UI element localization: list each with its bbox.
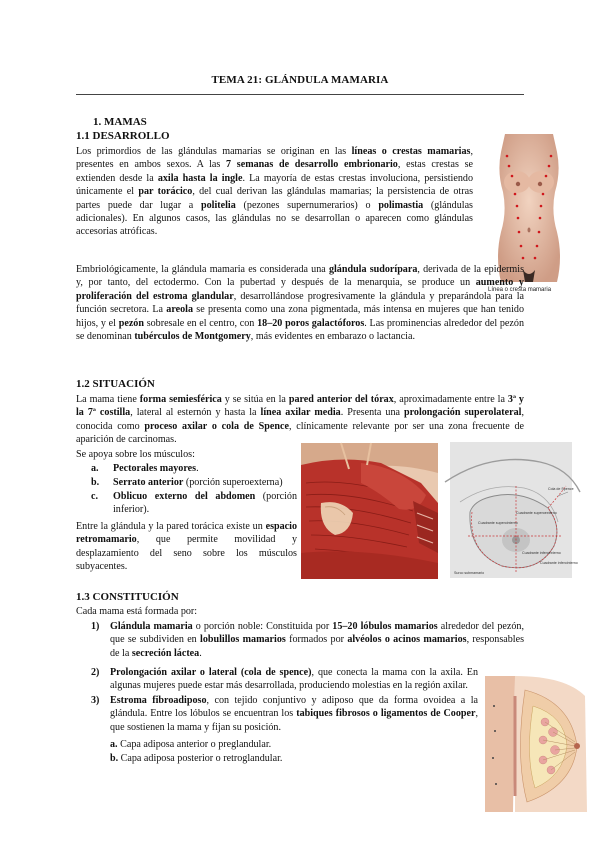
bold-term: Pectorales mayores bbox=[113, 463, 197, 474]
text-run: . La mayoría de estas crestas involuciona, persistiendo únicamente el bbox=[76, 172, 473, 198]
bold-term: alvéolos o acinos mamarios bbox=[347, 634, 467, 646]
text-run: , responsables de la bbox=[110, 634, 525, 659]
bold-term: secreción láctea bbox=[131, 647, 200, 659]
title-divider bbox=[76, 94, 524, 95]
text-run: , que sostienen la mama y fijan su posición. bbox=[110, 708, 478, 733]
text-run: . bbox=[199, 647, 202, 659]
bold-term: aumento y proliferación del estroma glandular bbox=[76, 277, 524, 302]
subsection-heading-desarrollo: 1.1 DESARROLLO bbox=[76, 130, 170, 142]
text-run: formados por bbox=[285, 634, 348, 646]
bold-term: a. bbox=[110, 739, 118, 750]
constitution-item-2 bbox=[91, 666, 478, 694]
breast-quadrants-figure bbox=[450, 442, 578, 578]
text-run: . bbox=[196, 463, 199, 474]
bold-term: proceso axilar o cola de Spence bbox=[144, 420, 289, 432]
bold-term: Serrato anterior bbox=[113, 477, 184, 488]
muscle-marker: a. bbox=[91, 463, 99, 474]
text-run: (porción inferior). bbox=[113, 491, 298, 516]
section-heading-mamas: 1. MAMAS bbox=[93, 116, 147, 128]
bold-term: tabiques fibrosos o ligamentos de Cooper bbox=[296, 708, 476, 720]
bold-term: forma semiesférica bbox=[139, 394, 222, 405]
bold-term: 7 semanas de desarrollo embrionario bbox=[226, 159, 398, 171]
mammary-line-figure bbox=[487, 132, 571, 282]
text-run: , conocida como bbox=[76, 407, 524, 432]
text-run: se presenta como una zona pigmentada, más intensa en mujeres que han tenido hijos, y el bbox=[76, 304, 524, 329]
bold-term: par torácico bbox=[138, 186, 193, 198]
subsection-heading-constitucion: 1.3 CONSTITUCIÓN bbox=[76, 591, 179, 603]
bold-term: 18–20 poros galactóforos bbox=[257, 317, 365, 329]
text-run: , derivada de la epidermis y, por tanto, del ectodermo. Con la pubertad y después de la menarquia, se produce un bbox=[76, 264, 524, 289]
label-inferointerno: Cuadrante inferointerno bbox=[540, 561, 578, 565]
muscle-marker: c. bbox=[91, 491, 99, 502]
muscle-marker: b. bbox=[91, 477, 100, 488]
text-run: , desarrollándose progresivamente la glándula y preparándola para la función secretora. La bbox=[76, 290, 524, 316]
bold-term: axila hasta la ingle bbox=[157, 172, 243, 184]
breast-cross-section-figure bbox=[485, 676, 587, 812]
bold-term: pared anterior del tórax bbox=[288, 394, 394, 405]
item-text bbox=[110, 694, 478, 734]
bold-term: Estroma fibroadiposo bbox=[110, 695, 207, 706]
bold-term: areola bbox=[166, 304, 193, 316]
muscle-text bbox=[113, 476, 297, 489]
text-run: sobresale en el centro, con bbox=[143, 317, 258, 329]
bold-term: espacio retromamario bbox=[76, 521, 297, 546]
muscle-text bbox=[113, 462, 297, 475]
chest-muscles-figure bbox=[301, 443, 438, 579]
constitution-item-3 bbox=[91, 694, 478, 736]
muscle-text bbox=[113, 490, 297, 517]
stroma-subitem-b bbox=[110, 752, 410, 766]
text-run: , clínicamente relevante por ser una zona frecuente de aparición de carcinomas. bbox=[76, 420, 525, 446]
desarrollo-paragraph-1 bbox=[76, 145, 473, 239]
bold-term: 15–20 lóbulos mamarios bbox=[332, 621, 438, 632]
bold-term: politelia bbox=[201, 199, 236, 211]
text-run: (pezones supernumerarios) o bbox=[235, 199, 379, 211]
bold-term: glándula sudorípara bbox=[328, 264, 418, 275]
item-text bbox=[110, 620, 524, 660]
bold-term: líneas o crestas mamarias bbox=[351, 146, 471, 157]
muscles-intro: Se apoya sobre los músculos: bbox=[76, 449, 195, 460]
bold-term: pezón bbox=[118, 317, 144, 329]
bold-term: polimastia bbox=[378, 199, 424, 211]
bold-term: Oblicuo externo del abdomen bbox=[113, 491, 256, 502]
bold-term: tubérculos de Montgomery bbox=[134, 331, 251, 343]
bold-term: línea axilar media bbox=[260, 407, 341, 419]
bold-term: prolongación superolateral bbox=[404, 407, 522, 419]
label-superoexterno: Cuadrante superoexterno bbox=[516, 511, 557, 515]
text-run: Entre la glándula y la pared torácica existe un bbox=[76, 521, 266, 532]
label-inferoexterno: Cuadrante inferoexterno bbox=[522, 551, 561, 555]
bold-term: b. bbox=[110, 753, 119, 764]
item-marker: 2) bbox=[91, 667, 100, 678]
text-run: , estas crestas se extienden desde la bbox=[76, 159, 474, 184]
text-run: , aproximadamente entre la bbox=[393, 394, 508, 405]
text-run: . Presenta una bbox=[340, 407, 404, 419]
muscle-item-1 bbox=[91, 462, 297, 476]
label-surco-submamario: Surco submamario bbox=[454, 571, 485, 575]
text-run: (porción superoexterna) bbox=[183, 477, 283, 488]
text-run: y se sitúa en la bbox=[221, 394, 289, 405]
bold-term: 3ª y la 7ª costilla bbox=[76, 394, 524, 419]
text-run: Capa adiposa posterior o retroglandular. bbox=[118, 753, 283, 764]
text-run: o porción noble: Constituida por bbox=[192, 621, 333, 632]
text-run: . Las prominencias alrededor del pezón se denominan bbox=[76, 317, 524, 343]
text-run: Capa adiposa anterior o preglandular. bbox=[117, 739, 272, 750]
label-superointerno: Cuadrante superointerno bbox=[478, 521, 518, 525]
subsection-heading-situacion: 1.2 SITUACIÓN bbox=[76, 378, 155, 390]
text-run: La mama tiene bbox=[76, 394, 140, 405]
item-marker: 3) bbox=[91, 695, 100, 706]
text-run: , del cual derivan las glándulas mamarias; la persistencia de otras partes puede dar lugar a bbox=[76, 186, 474, 211]
text-run: , con tejido conjuntivo y adiposo que da forma ovoidea a la glándula. Entre los lóbulos se encuentran los bbox=[110, 695, 478, 720]
bold-term: Glándula mamaria bbox=[110, 621, 193, 632]
text-run: , lateral al esternón y hasta la bbox=[130, 407, 261, 419]
desarrollo-paragraph-2 bbox=[76, 263, 524, 343]
constitucion-intro: Cada mama está formada por: bbox=[76, 606, 198, 617]
text-run: , presentes en ambos sexos. A las bbox=[76, 146, 473, 171]
situacion-paragraph-2 bbox=[76, 520, 297, 574]
text-run: , más evidentes en embarazo o lactancia. bbox=[250, 331, 415, 343]
text-run: , que permite movilidad y desplazamiento del seno sobre los músculos subyacentes. bbox=[76, 534, 297, 573]
bold-term: Prolongación axilar o lateral (cola de spence) bbox=[110, 667, 312, 678]
situacion-paragraph-1 bbox=[76, 393, 524, 447]
stroma-subitem-a bbox=[110, 738, 410, 752]
text-run: , que conecta la mama con la axila. En algunas mujeres puede estar más desarrollada, produciendo molestias en la región axilar. bbox=[110, 667, 479, 692]
item-text bbox=[110, 666, 478, 693]
label-cola-spence: Cola de Spence bbox=[548, 487, 574, 491]
muscle-item-3 bbox=[91, 490, 297, 518]
constitution-item-1 bbox=[91, 620, 524, 662]
text-run: Los primordios de las glándulas mamarias se originan en las bbox=[76, 146, 352, 157]
muscle-item-2 bbox=[91, 476, 297, 490]
text-run: alrededor del pezón, que se subdividen en bbox=[110, 621, 524, 646]
mammary-line-caption: Línea o cresta mamaria bbox=[488, 287, 552, 293]
text-run: Embriológicamente, la glándula mamaria es considerada una bbox=[76, 264, 329, 275]
text-run: (glándulas adicionales). En algunos casos, las glándulas no se desarrollan o aparecen como glándulas accesorias atróficas. bbox=[76, 199, 473, 238]
bold-term: lobulillos mamarios bbox=[200, 634, 286, 646]
document-title: TEMA 21: GLÁNDULA MAMARIA bbox=[211, 74, 389, 86]
item-marker: 1) bbox=[91, 621, 100, 632]
